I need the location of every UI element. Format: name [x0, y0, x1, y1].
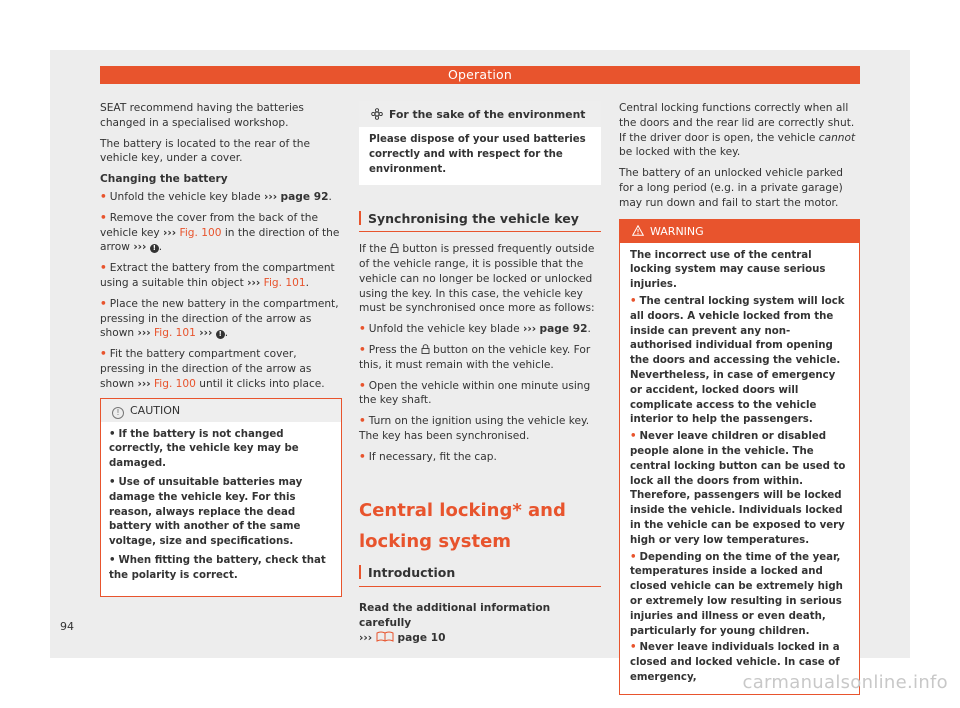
- caution-item: • Use of unsuitable batteries may damage the vehicle key. For this reason, always replace the dead battery with another of the same voltage, size and specifications.: [109, 476, 303, 548]
- caution-item: • When fitting the battery, check that the polarity is correct.: [109, 554, 326, 581]
- list-item: • If necessary, fit the cap.: [359, 450, 497, 463]
- column-left: [100, 101, 342, 597]
- warning-item: • Never leave children or disabled people alone in the vehicle. The central locking button can be used to lock all the doors from within. Therefore, passengers will be locked inside the vehicle. Individuals locked in the vehicle can be exposed to very high or very low temperatures.: [630, 431, 846, 546]
- list-item: • Extract the battery from the compartment using a suitable thin object ››› Fig. 101.: [100, 262, 335, 289]
- list-item: • Unfold the vehicle key blade ››› page 92.: [359, 323, 591, 336]
- environment-box: [359, 101, 601, 185]
- warning-intro: The incorrect use of the central locking system may cause serious injuries.: [630, 249, 826, 291]
- read-info: Read the additional information carefully ››› page 10: [359, 602, 551, 644]
- environment-body: Please dispose of your used batteries correctly and with respect for the environment.: [369, 134, 586, 175]
- paragraph: Central locking functions correctly when all the doors and the rear lid are correctly shut. If the driver door is open, the vehicle cannot be locked with the key.: [619, 102, 856, 159]
- figure-link[interactable]: Fig. 100: [179, 226, 222, 239]
- figure-link[interactable]: Fig. 101: [153, 327, 196, 340]
- figure-link[interactable]: Fig. 100: [153, 377, 196, 390]
- warning-item: • The central locking system will lock all doors. A vehicle locked from the inside can prevent any non-authorised individual from opening the doors and accessing the vehicle. Nevertheless, in case of emergency or accident, locked doors will complicate access to the vehicle interior to help the passengers.: [630, 295, 845, 426]
- list-item: • Fit the battery compartment cover, pressing in the direction of the arrow as shown ››› Fig. 100 until it clicks into place.: [100, 348, 325, 390]
- environment-header: For the sake of the environment: [359, 103, 601, 127]
- section-heading: Introduction: [359, 565, 601, 588]
- caution-body: [101, 422, 341, 596]
- environment-icon: [371, 108, 383, 120]
- list-item: • Unfold the vehicle key blade ››› page 92.: [100, 190, 332, 203]
- list-item: • Remove the cover from the back of the vehicle key ››› Fig. 100 in the direction of the arrow ››› ! .: [100, 211, 340, 254]
- list-item: • Turn on the ignition using the vehicle key. The key has been synchronised.: [359, 415, 590, 442]
- warning-item: • Never leave individuals locked in a closed and locked vehicle. In case of emergency,: [630, 642, 840, 683]
- list-item: • Press the button on the vehicle key. For this, it must remain with the vehicle.: [359, 343, 591, 371]
- page-link[interactable]: page 10: [397, 631, 446, 644]
- exclamation-icon: !: [150, 244, 159, 253]
- lock-button-icon: [390, 243, 399, 253]
- paragraph: SEAT recommend having the batteries changed in a specialised workshop.: [100, 102, 304, 129]
- subheading: Changing the battery: [100, 173, 228, 186]
- section-header: Operation: [100, 66, 860, 84]
- list-item: • Open the vehicle within one minute using the key shaft.: [359, 379, 591, 407]
- warning-item: • Depending on the time of the year, temperatures inside a locked and closed vehicle can be extremely high or extremely low resulting in serious injuries and illness or even death, particularly for young children.: [630, 551, 843, 637]
- page-link[interactable]: page 92: [539, 323, 588, 336]
- watermark: carmanualsonline.info: [742, 672, 948, 693]
- caution-item: • If the battery is not changed correctly, the vehicle key may be damaged.: [109, 428, 299, 470]
- caution-box: [100, 398, 342, 597]
- warning-header: WARNING: [620, 220, 859, 243]
- exclamation-icon: !: [216, 330, 225, 339]
- warning-icon: [632, 225, 644, 236]
- warning-box: [619, 219, 860, 695]
- lock-button-icon: [421, 344, 430, 354]
- caution-icon: !: [112, 407, 124, 419]
- column-middle: [359, 101, 601, 652]
- chapter-title: Central locking* and locking system: [359, 499, 566, 552]
- column-right: [619, 101, 860, 695]
- paragraph: The battery of an unlocked vehicle parked for a long period (e.g. in a private garage) may run down and fail to start the motor.: [619, 167, 843, 209]
- section-heading: Synchronising the vehicle key: [359, 211, 601, 232]
- caution-header: ! CAUTION: [101, 399, 341, 422]
- book-icon: [376, 631, 394, 642]
- paragraph: The battery is located to the rear of the vehicle key, under a cover.: [100, 137, 311, 165]
- list-item: • Place the new battery in the compartment, pressing in the direction of the arrow as shown ››› Fig. 101 ››› ! .: [100, 297, 339, 340]
- figure-link[interactable]: Fig. 101: [263, 276, 306, 289]
- page-link[interactable]: page 92: [280, 190, 329, 203]
- page-number: 94: [60, 620, 74, 633]
- paragraph: If the button is pressed frequently outside of the vehicle range, it is possible that the vehicle can no longer be locked or unlocked using the key. In this case, the vehicle key must be synchronised once more as follows:: [359, 243, 595, 315]
- warning-body: [620, 243, 859, 694]
